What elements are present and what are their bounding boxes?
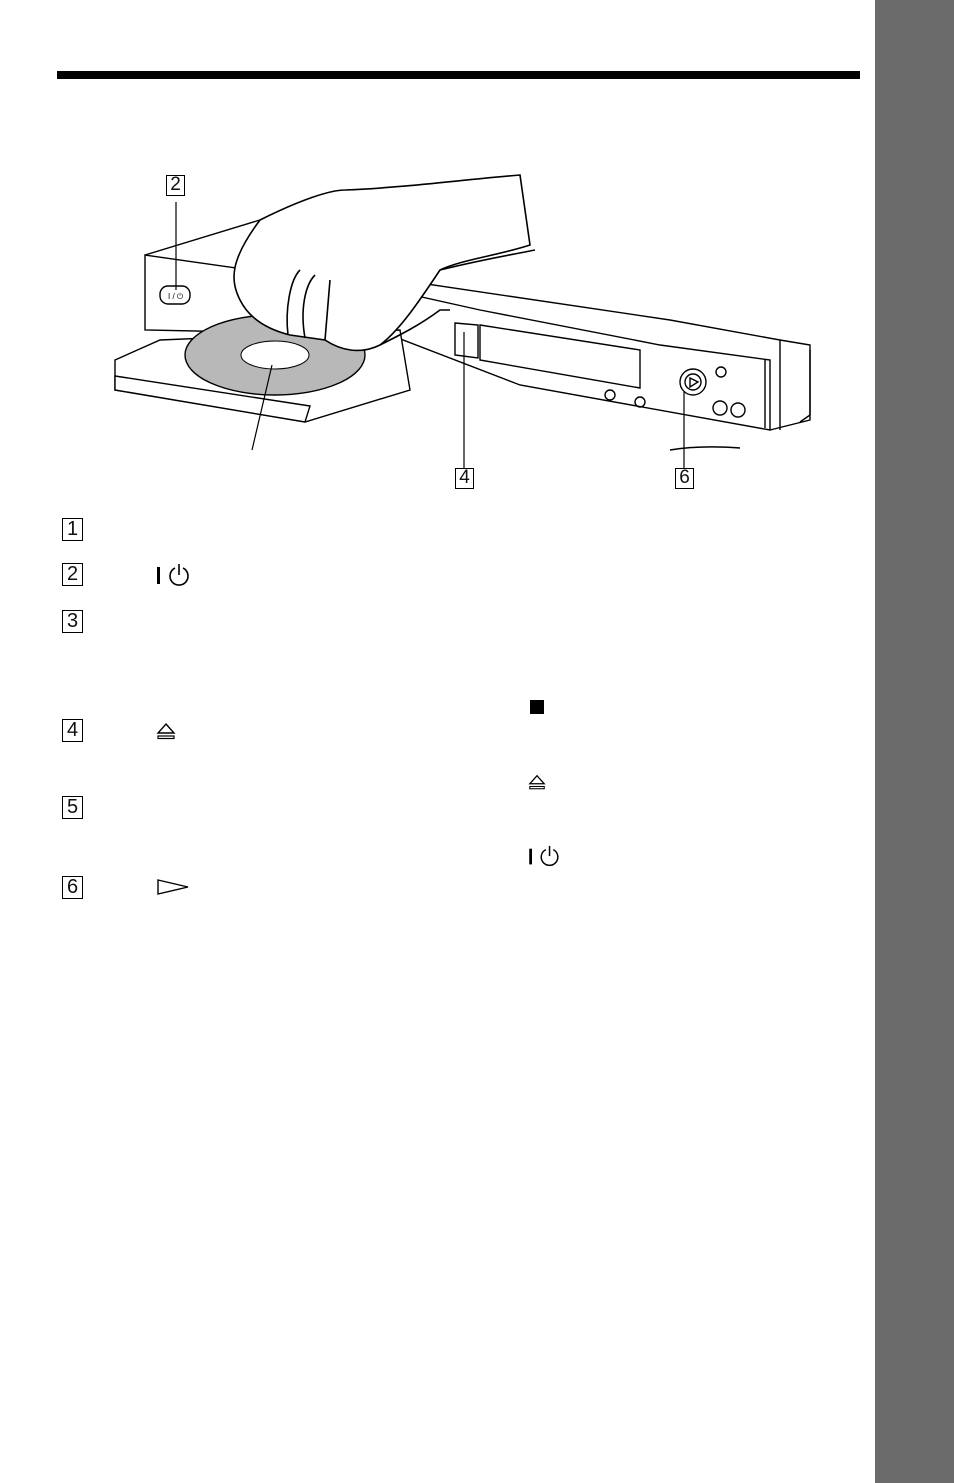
power-icon <box>156 563 190 589</box>
player-illustration <box>100 160 820 490</box>
side-tab <box>875 0 954 1483</box>
eject-icon <box>156 722 176 740</box>
callout-4: 4 <box>455 468 474 489</box>
eject-icon <box>528 773 546 791</box>
step-5-number: 5 <box>62 796 83 819</box>
callout-2: 2 <box>166 175 185 196</box>
step-2-number: 2 <box>62 563 83 586</box>
step-3-number: 3 <box>62 610 83 633</box>
callout-6: 6 <box>675 468 694 489</box>
step-6-number: 6 <box>62 876 83 899</box>
power-icon <box>527 845 561 869</box>
top-rule <box>57 71 860 79</box>
step-1-number: 1 <box>62 518 83 541</box>
svg-text:I / ⏻: I / ⏻ <box>168 292 184 301</box>
play-icon <box>156 878 190 896</box>
step-4-number: 4 <box>62 719 83 742</box>
stop-icon <box>529 699 545 715</box>
